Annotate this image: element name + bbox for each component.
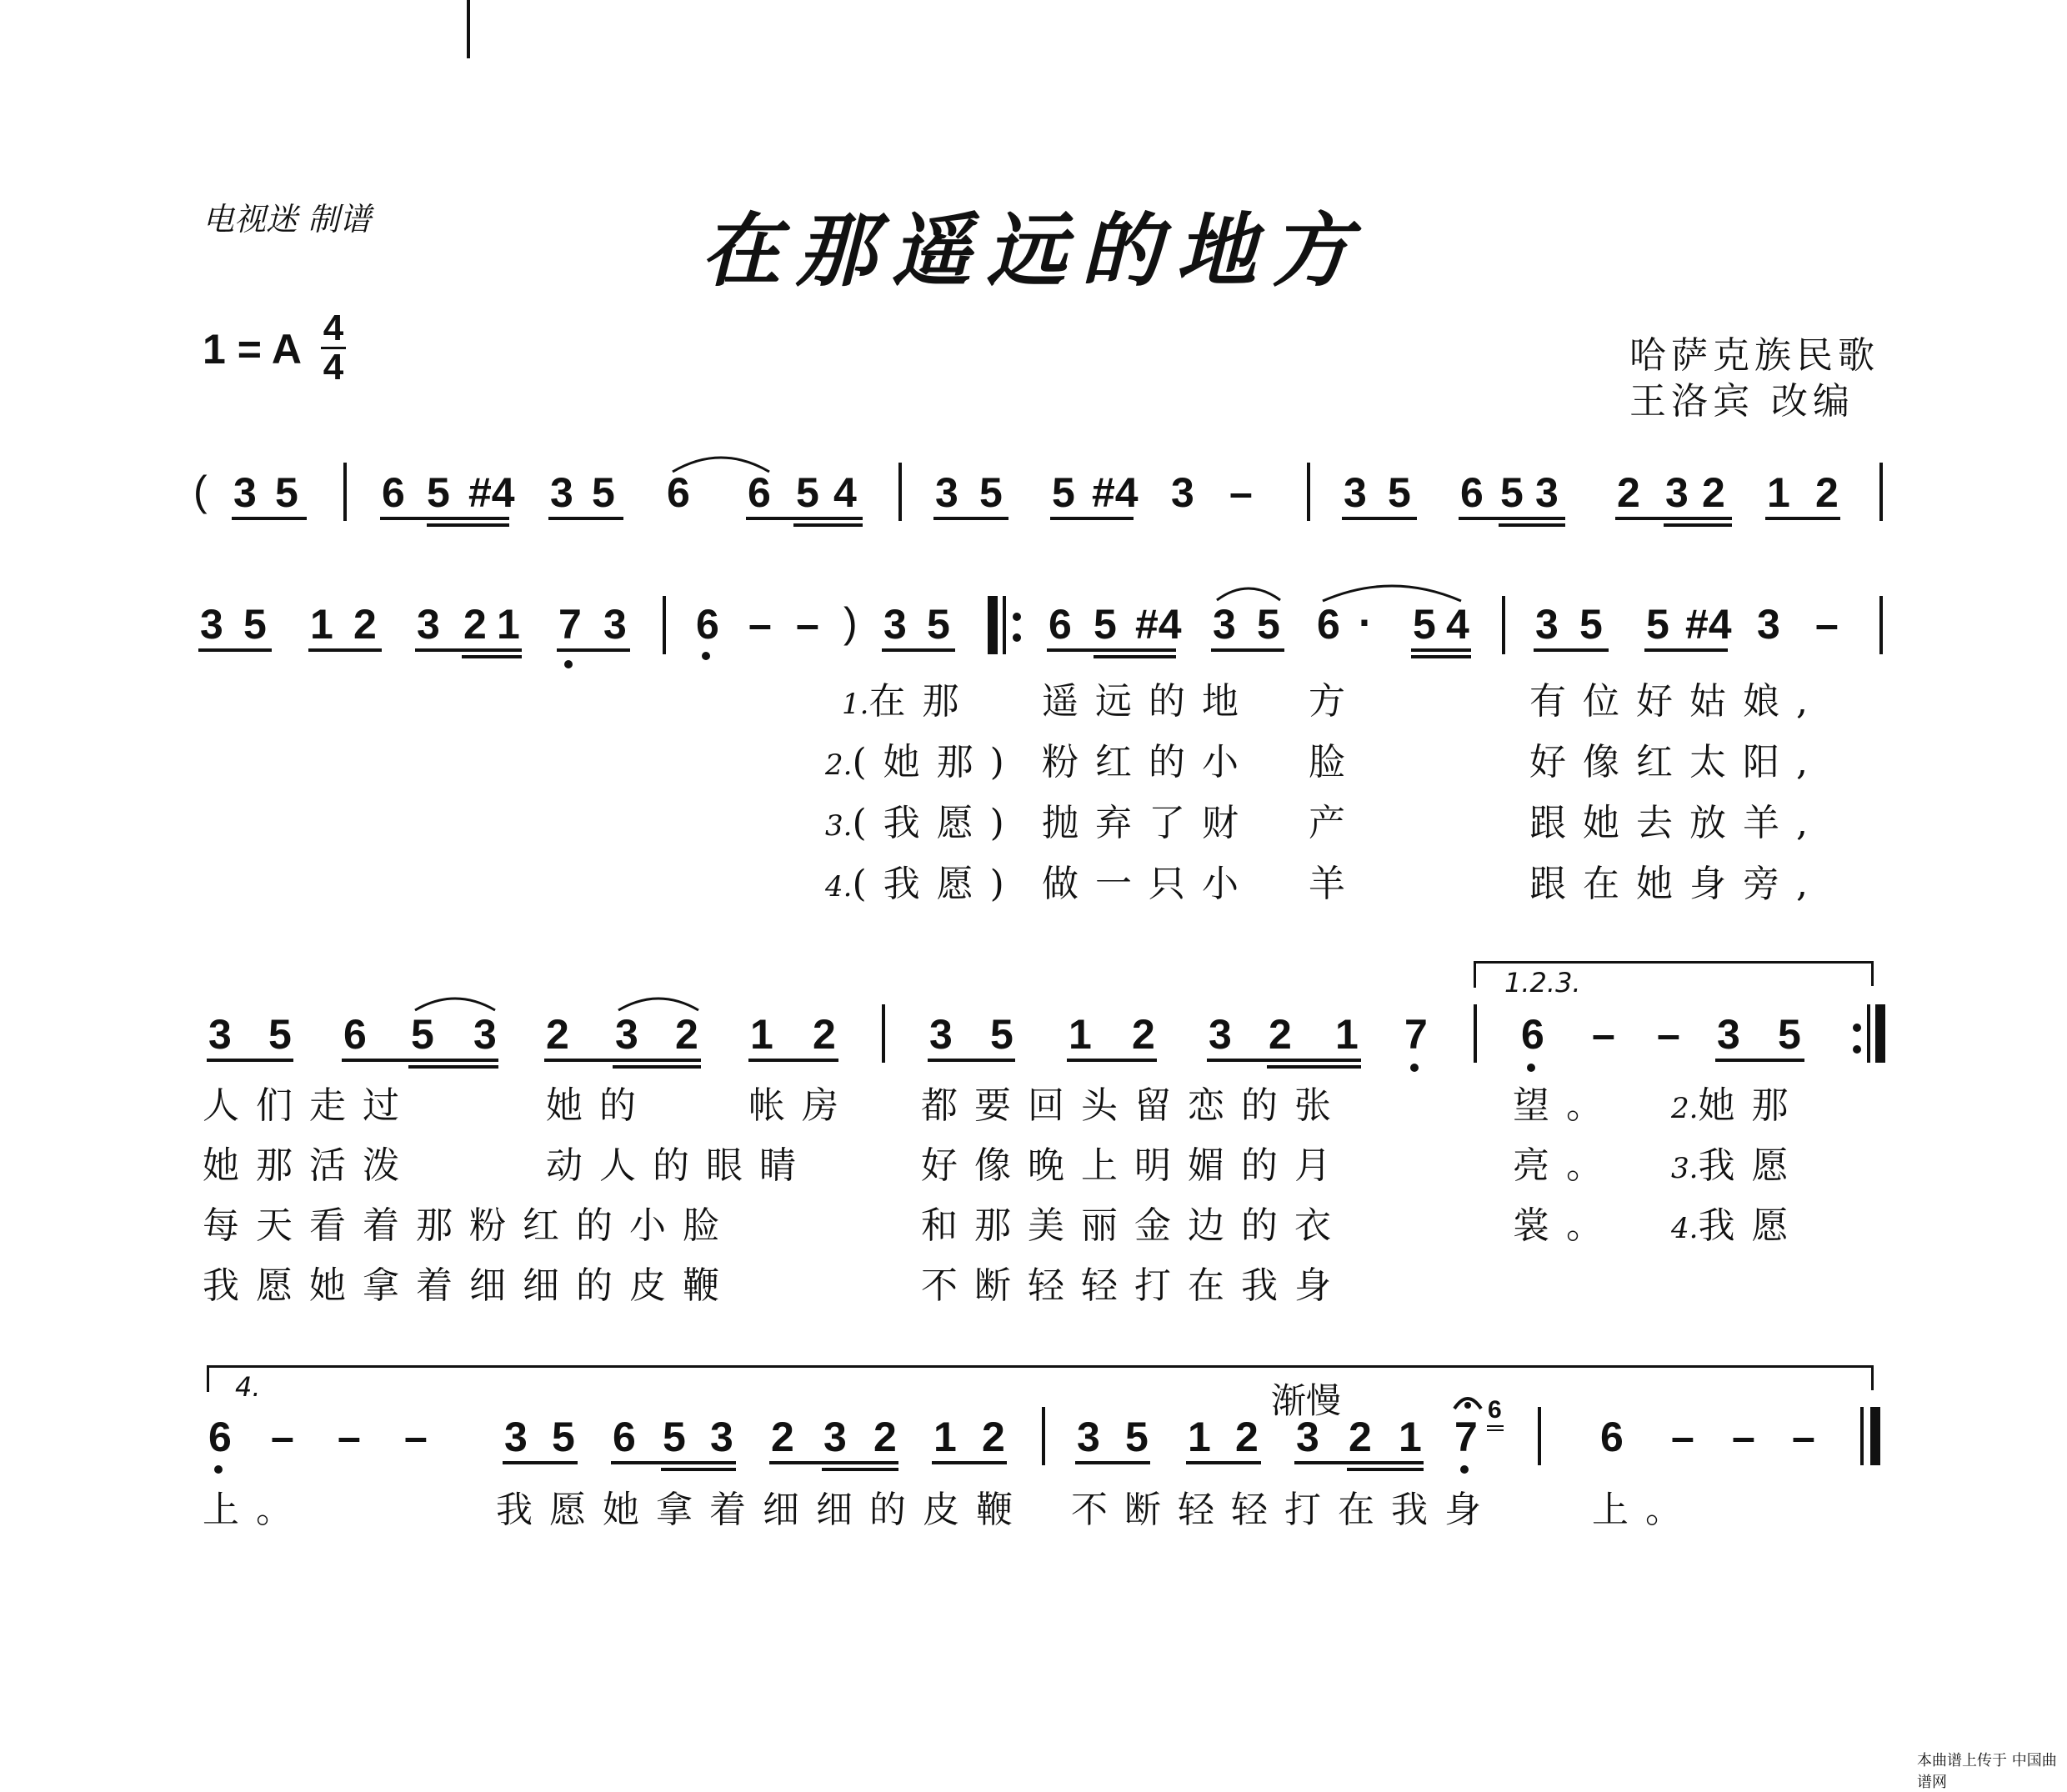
note: 6 [1317, 601, 1340, 648]
underline [793, 523, 863, 527]
slur [413, 992, 497, 1014]
note: – [1229, 469, 1253, 516]
lyric: 她的 [546, 1084, 653, 1127]
underline [1294, 1461, 1424, 1464]
lyric: (我愿) [852, 863, 1021, 905]
note: 5 [275, 469, 298, 516]
note: 5 [1579, 601, 1603, 648]
lyric: 我愿 [1698, 1204, 1805, 1247]
note: ) [843, 599, 858, 646]
note: 3 [550, 469, 573, 516]
low-octave-dot [214, 1465, 223, 1474]
note: 7 [1404, 1011, 1428, 1058]
underline [1050, 517, 1134, 520]
note: 2 [1132, 1011, 1155, 1058]
note: 2 [1815, 469, 1839, 516]
repeat-dot [1013, 633, 1021, 642]
underline [207, 1059, 293, 1062]
note: – [1592, 1011, 1615, 1058]
lyric-line [825, 853, 1021, 907]
lyric-line [825, 793, 1021, 846]
lyric: 产 [1309, 802, 1362, 844]
note: 2 [353, 601, 377, 648]
note: 1 [1335, 1011, 1359, 1058]
note: 2 [1349, 1414, 1372, 1460]
note: #4 [1092, 469, 1139, 516]
note: – [404, 1414, 428, 1460]
tempo-marking: 渐慢 [1271, 1380, 1342, 1421]
lyric: (她那) [852, 741, 1021, 783]
note: 3 [1344, 469, 1367, 516]
verse-number: 1. [842, 688, 869, 721]
note: 1 [933, 1414, 957, 1460]
lyric: 跟在她身旁, [1529, 863, 1824, 905]
note: 6 [1521, 1011, 1544, 1058]
note: 3 [1213, 601, 1236, 648]
underline [1664, 523, 1732, 527]
grace-note: 6 [1488, 1396, 1502, 1424]
underline [882, 648, 955, 652]
underline [1067, 1059, 1157, 1062]
note: 5 [552, 1414, 575, 1460]
note: 3 [823, 1414, 847, 1460]
note: 3 [710, 1414, 733, 1460]
repeat-end-thin [1867, 1004, 1870, 1063]
note: 6 [748, 469, 771, 516]
underline [1411, 648, 1471, 652]
footer-credit: 本曲谱上传于 中国曲谱网 [1917, 1752, 2057, 1791]
underline [1047, 648, 1176, 652]
note: 2 [771, 1414, 794, 1460]
verse-number: 2. [1671, 1092, 1699, 1125]
note: – [1732, 1414, 1755, 1460]
note: 2 [1702, 469, 1725, 516]
note: 5 [1413, 601, 1436, 648]
underline [661, 1468, 736, 1471]
fermata [1453, 1394, 1483, 1412]
underline [1459, 517, 1565, 520]
time-top: 4 [323, 308, 344, 348]
note: 3 [1535, 601, 1559, 648]
underline [746, 517, 863, 520]
note: 3 [883, 601, 907, 648]
note: 2 [463, 601, 487, 648]
note: 5 [1257, 601, 1280, 648]
lyric: 粉红的小 [1042, 741, 1255, 783]
lyric: 人们走过 [203, 1084, 416, 1127]
note: 5 [1052, 469, 1075, 516]
barline [1042, 1407, 1045, 1465]
note: 2 [675, 1011, 698, 1058]
note: 2 [813, 1011, 836, 1058]
note: 3 [208, 1011, 232, 1058]
barline [1879, 463, 1883, 521]
repeat-dot [1013, 613, 1021, 621]
lyric: 羊 [1309, 863, 1362, 905]
time-signature [321, 310, 346, 386]
lyric: 上。 [1592, 1489, 1699, 1531]
final-bar-thin [1860, 1407, 1864, 1465]
note: 2 [873, 1414, 897, 1460]
lyric-line [842, 671, 975, 724]
lyric: 方 [1309, 680, 1362, 723]
repeat-start-thick [988, 596, 998, 654]
underline [611, 1461, 736, 1464]
underline [1715, 1059, 1804, 1062]
note: 2 [546, 1011, 569, 1058]
key-signature: 1 = A [203, 326, 303, 373]
note: 5 [979, 469, 1003, 516]
barline [1307, 463, 1310, 521]
underline [544, 1059, 701, 1062]
note: – [1815, 601, 1839, 648]
note: 6 [696, 601, 719, 648]
note: 3 [1757, 601, 1780, 648]
repeat-dot [1853, 1045, 1861, 1054]
low-octave-dot [1460, 1465, 1469, 1474]
underline [1207, 1059, 1361, 1062]
note: 5 [1778, 1011, 1801, 1058]
underline [1499, 523, 1565, 527]
note: ( [193, 468, 208, 514]
note: 5 [663, 1414, 686, 1460]
verse-number: 3. [825, 809, 853, 843]
note: 6 [667, 469, 690, 516]
barline [1474, 1004, 1477, 1063]
note: – [1657, 1011, 1680, 1058]
underline [342, 1059, 498, 1062]
first-ending-label: 1.2.3. [1504, 967, 1581, 999]
slur [1215, 582, 1282, 603]
time-bottom: 4 [323, 347, 344, 388]
note: #4 [468, 469, 515, 516]
ending-bracket-left [1474, 963, 1476, 988]
note: 4 [1446, 601, 1469, 648]
lyric: 在那 [868, 680, 976, 723]
underline [503, 1461, 578, 1464]
note: 3 [504, 1414, 528, 1460]
lyric: 她那活泼 [203, 1144, 416, 1187]
lyric-line [1671, 1075, 1804, 1129]
note: 6 [382, 469, 405, 516]
note: 1 [310, 601, 333, 648]
underline [928, 1059, 1015, 1062]
underline [415, 648, 522, 652]
arranger-credit: 电视迷 制谱 [203, 201, 372, 238]
underline [1094, 655, 1176, 658]
note: 3 [603, 601, 627, 648]
note: 1 [750, 1011, 773, 1058]
lyric: 不断轻轻打在我身 [921, 1264, 1348, 1307]
barline [1879, 596, 1883, 654]
barline [467, 0, 470, 58]
verse-number: 3. [1671, 1152, 1699, 1185]
slur [617, 992, 700, 1014]
note: 1 [1188, 1414, 1211, 1460]
note: 3 [1717, 1011, 1740, 1058]
note: 3 [929, 1011, 953, 1058]
note: 5 [796, 469, 819, 516]
underline [769, 1461, 898, 1464]
underline [1615, 517, 1732, 520]
underline [308, 648, 382, 652]
lyric: 我愿 [1698, 1144, 1805, 1187]
underline [932, 1461, 1007, 1464]
low-octave-dot [1410, 1064, 1419, 1072]
note: 7 [1454, 1414, 1478, 1460]
note: – [1792, 1414, 1815, 1460]
underline [232, 517, 307, 520]
note: 5 [1125, 1414, 1149, 1460]
underline [1075, 1461, 1150, 1464]
low-octave-dot [1527, 1064, 1535, 1072]
underline [822, 1468, 898, 1471]
note: 2 [1269, 1011, 1292, 1058]
note: 2 [982, 1414, 1005, 1460]
barline [1502, 596, 1505, 654]
note: · [1359, 599, 1373, 646]
note: 6 [613, 1414, 636, 1460]
note: 1 [497, 601, 520, 648]
verse-number: 4. [1671, 1212, 1699, 1245]
barline [343, 463, 347, 521]
underline [462, 655, 522, 658]
barline [1538, 1407, 1541, 1465]
note: – [338, 1414, 361, 1460]
ending-bracket-top [207, 1365, 1874, 1368]
ending-bracket-right [1871, 961, 1874, 986]
lyric: 和那美丽金边的衣 [921, 1204, 1348, 1247]
note: 5 [592, 469, 615, 516]
lyric: 上。 [203, 1489, 309, 1531]
note: 5 [1094, 601, 1117, 648]
grace-underline [1487, 1429, 1504, 1431]
note: 1 [1069, 1011, 1092, 1058]
note: 6 [208, 1414, 232, 1460]
note: – [748, 601, 772, 648]
underline [1347, 1468, 1424, 1471]
note: 5 [1388, 469, 1411, 516]
note: 7 [558, 601, 582, 648]
lyric: 帐房 [748, 1084, 855, 1127]
note: #4 [1685, 601, 1732, 648]
lyric-line [1671, 1195, 1804, 1249]
note: 5 [990, 1011, 1013, 1058]
lyric: 脸 [1309, 741, 1362, 783]
underline [1765, 517, 1840, 520]
barline [882, 1004, 885, 1063]
lyric: 动人的眼睛 [546, 1144, 813, 1187]
note: 3 [473, 1011, 497, 1058]
underline [1411, 655, 1471, 658]
lyric: 她那 [1698, 1084, 1805, 1127]
lyric: (我愿) [852, 802, 1021, 844]
underline [408, 1065, 498, 1069]
underline [1186, 1461, 1261, 1464]
lyric: 每天看着那粉红的小脸 [203, 1204, 736, 1247]
note: 5 [927, 601, 950, 648]
note: 6 [1600, 1414, 1624, 1460]
song-title: 在那遥远的地方 [701, 203, 1366, 298]
ending-bracket-left [207, 1367, 209, 1392]
underline [548, 517, 623, 520]
origin-credit: 哈萨克族民歌 [1629, 334, 1879, 377]
note: – [1671, 1414, 1694, 1460]
second-ending-label: 4. [235, 1371, 261, 1403]
lyric: 遥远的地 [1042, 680, 1255, 723]
lyric: 好像红太阳, [1529, 741, 1824, 783]
barline [663, 596, 666, 654]
note: 6 [343, 1011, 367, 1058]
note: 5 [268, 1011, 292, 1058]
lyric: 跟她去放羊, [1529, 802, 1824, 844]
note: 3 [1535, 469, 1559, 516]
lyric-line [825, 732, 1021, 785]
lyric: 好像晚上明媚的月 [921, 1144, 1348, 1187]
note: 3 [1077, 1414, 1100, 1460]
underline [427, 523, 509, 527]
underline [1342, 517, 1417, 520]
underline [1267, 1065, 1361, 1069]
lyric: 裳。 [1513, 1204, 1619, 1247]
underline [380, 517, 509, 520]
underline [1644, 648, 1728, 652]
note: 6 [1049, 601, 1072, 648]
lyric: 不断轻轻打在我身 [1071, 1489, 1498, 1531]
repeat-dot [1853, 1024, 1861, 1032]
lyric: 做一只小 [1042, 863, 1255, 905]
note: 5 [1646, 601, 1669, 648]
lyric: 有位好姑娘, [1529, 680, 1824, 723]
repeat-start-thin [1003, 596, 1006, 654]
underline [933, 517, 1008, 520]
barline [898, 463, 902, 521]
final-bar-thick [1870, 1407, 1880, 1465]
lyric: 都要回头留恋的张 [921, 1084, 1348, 1127]
note: 4 [833, 469, 857, 516]
note: 5 [411, 1011, 434, 1058]
note: 3 [1665, 469, 1689, 516]
note: – [796, 601, 819, 648]
verse-number: 2. [825, 748, 853, 782]
underline [198, 648, 272, 652]
lyric: 我愿她拿着细细的皮鞭 [203, 1264, 736, 1307]
note: 3 [1296, 1414, 1319, 1460]
adapter-credit: 王洛宾 改编 [1629, 380, 1854, 423]
slur [1321, 579, 1463, 604]
verse-number: 4. [825, 870, 853, 904]
lyric: 亮。 [1513, 1144, 1619, 1187]
note: 3 [233, 469, 257, 516]
note: 3 [615, 1011, 638, 1058]
note: 3 [1209, 1011, 1232, 1058]
note: 1 [1767, 469, 1790, 516]
note: 1 [1399, 1414, 1422, 1460]
note: 2 [1617, 469, 1640, 516]
note: 5 [1500, 469, 1524, 516]
underline [557, 648, 630, 652]
lyric: 我愿她拿着细细的皮鞭 [496, 1489, 1029, 1531]
note: 3 [935, 469, 958, 516]
underline [1211, 648, 1284, 652]
note: 5 [427, 469, 450, 516]
note: 3 [200, 601, 223, 648]
lyric: 抛弃了财 [1042, 802, 1255, 844]
ending-bracket-right [1871, 1365, 1874, 1390]
low-octave-dot [564, 660, 573, 668]
note: 2 [1235, 1414, 1259, 1460]
underline [1534, 648, 1609, 652]
note: 6 [1460, 469, 1484, 516]
lyric: 望。 [1513, 1084, 1619, 1127]
note: 3 [1171, 469, 1194, 516]
note: – [271, 1414, 294, 1460]
note: 5 [243, 601, 267, 648]
underline [748, 1059, 838, 1062]
note: #4 [1135, 601, 1182, 648]
grace-underline [1487, 1425, 1504, 1427]
underline [613, 1065, 701, 1069]
ending-bracket-top [1474, 961, 1874, 964]
note: 3 [417, 601, 440, 648]
lyric-line [1671, 1135, 1804, 1189]
repeat-end-thick [1875, 1004, 1885, 1063]
low-octave-dot [702, 652, 710, 660]
